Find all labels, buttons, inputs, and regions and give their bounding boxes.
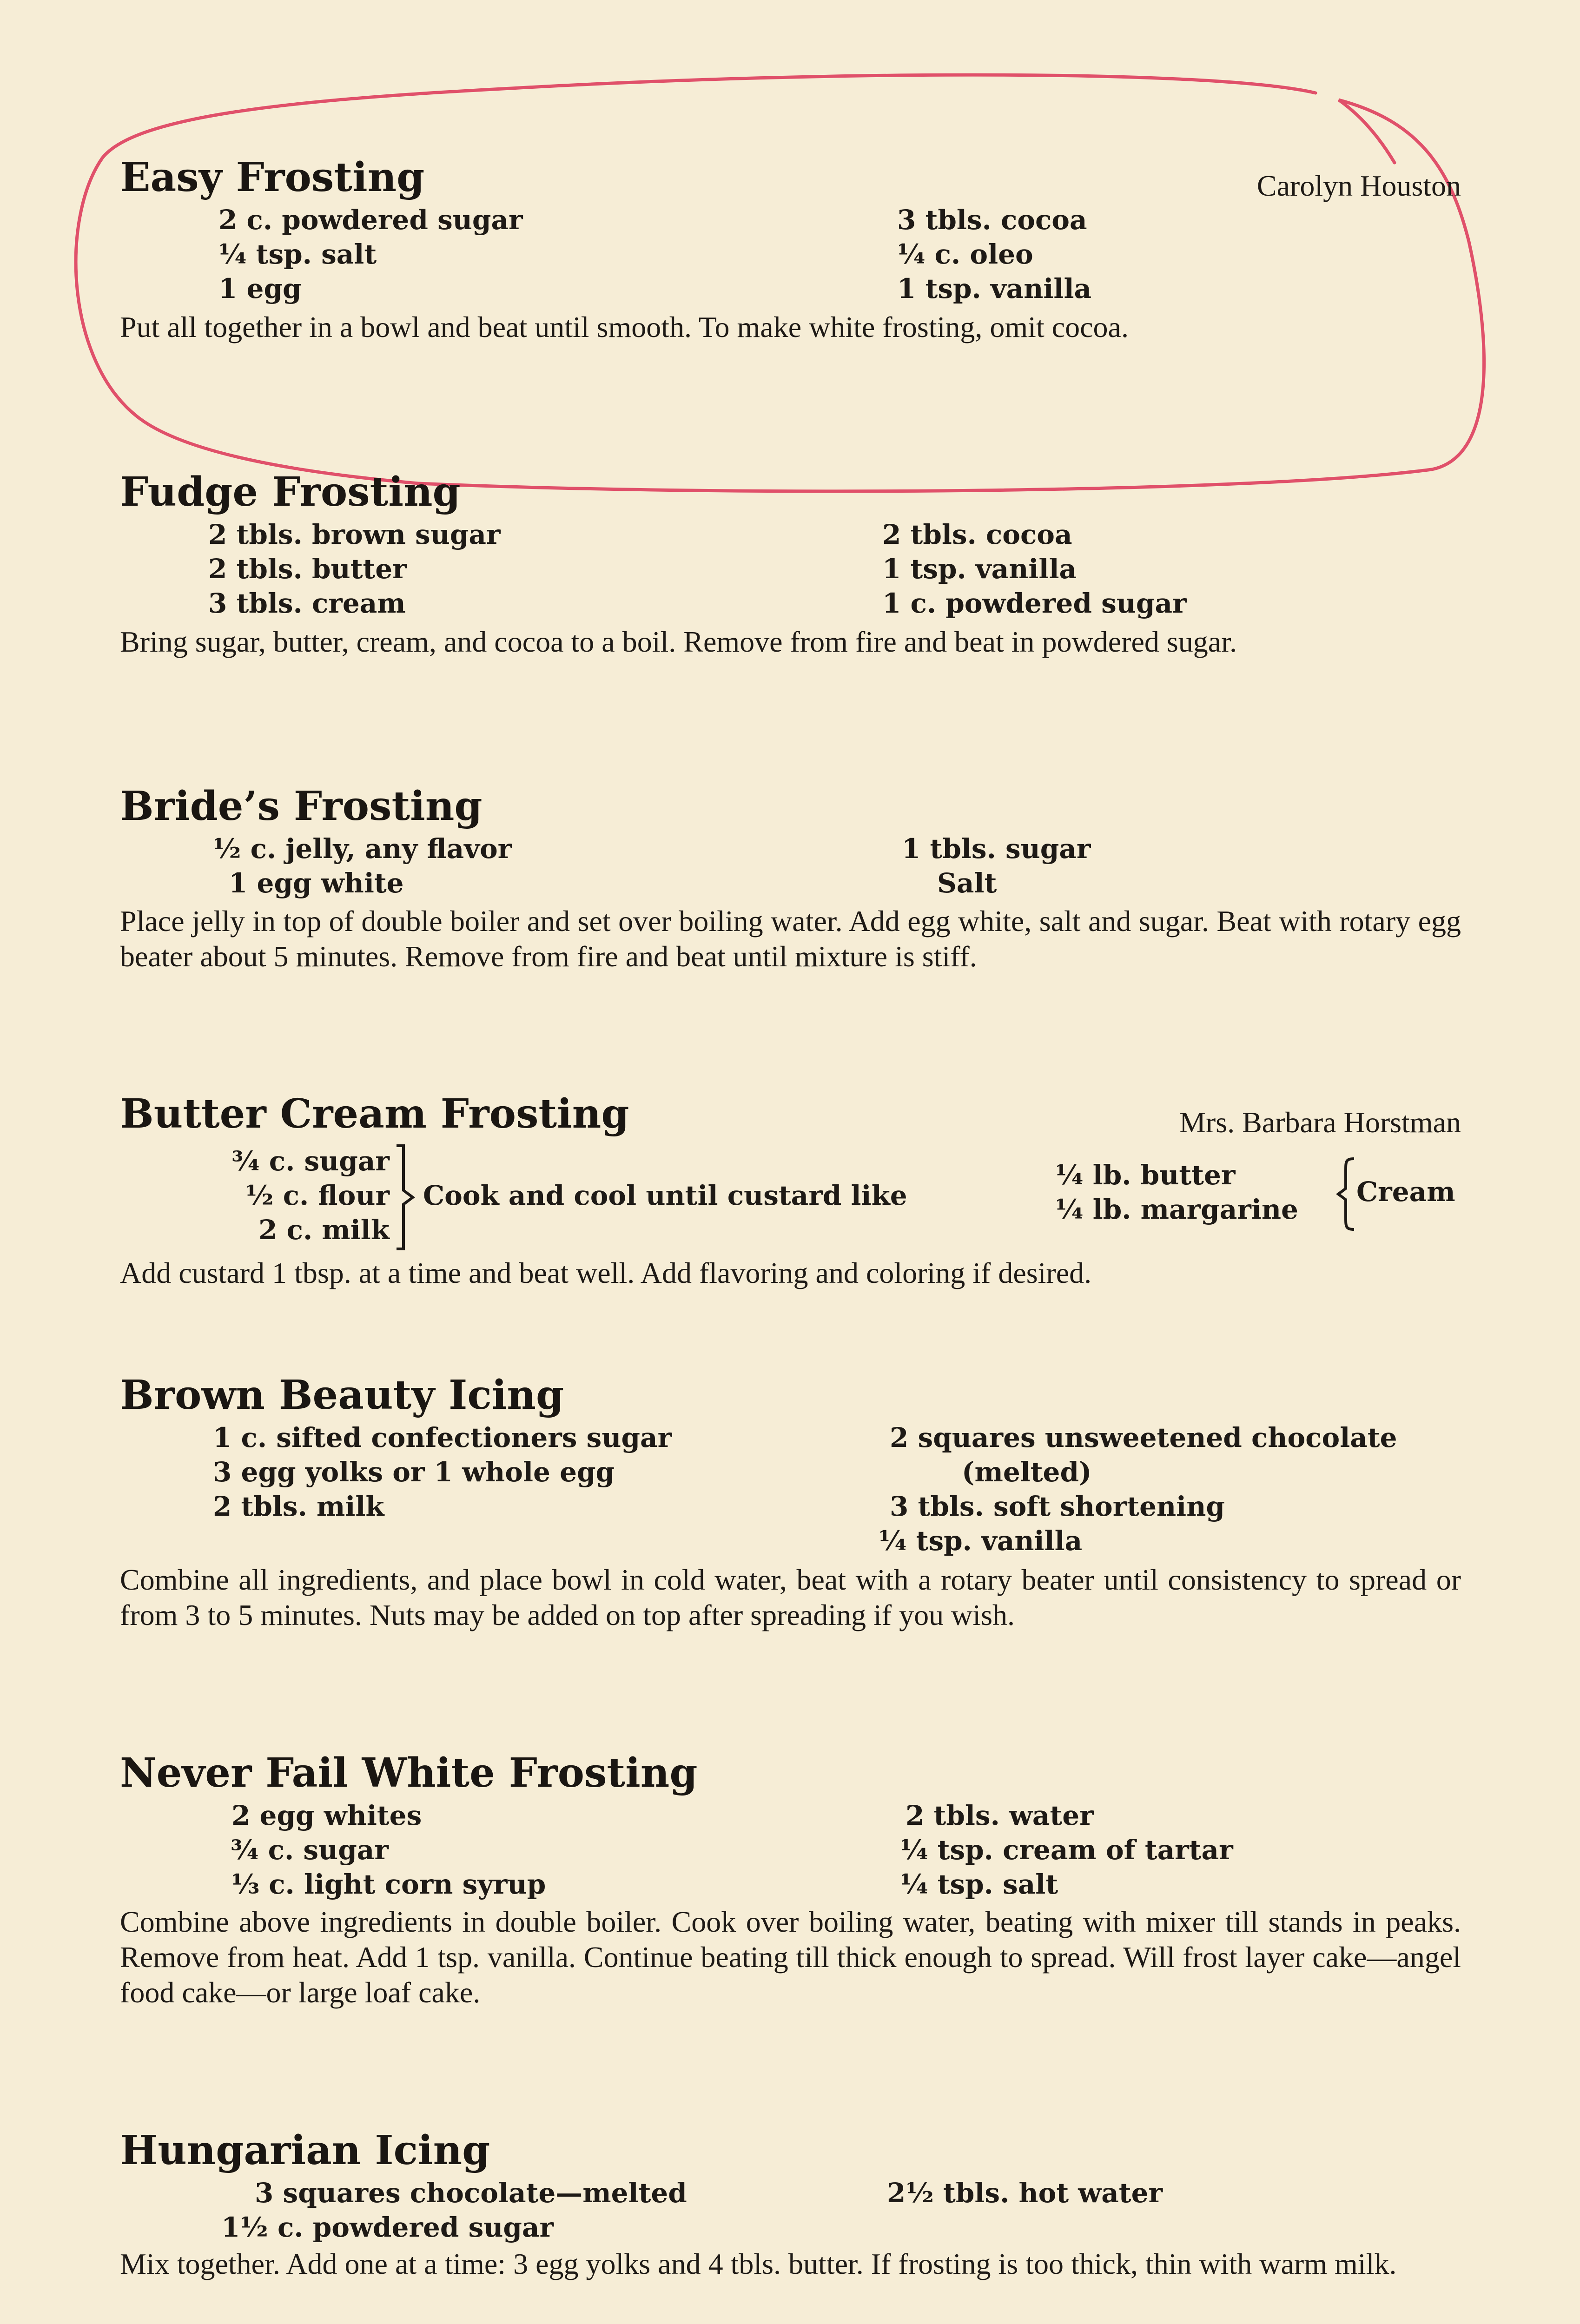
ingredients	[120, 2176, 1461, 2246]
ingredient: 1 egg white	[229, 867, 404, 899]
ingredient: ½ c. jelly, any flavor	[213, 832, 512, 865]
ingredients-left	[221, 2176, 687, 2245]
recipe-directions: Combine all ingredients, and place bowl in cold water, beat with a rotary beater until consistency to spread or from 3 to 5 minutes. Nuts may be added on top after spreading if you wish.	[120, 1563, 1461, 1631]
ingredient: ¼ tsp. salt	[900, 1868, 1058, 1900]
recipe-easy-frosting	[120, 156, 1461, 345]
ingredient: 1 tsp. vanilla	[897, 272, 1092, 304]
recipe-title: Hungarian Icing	[120, 2127, 490, 2174]
ingredient: 1 c. sifted confectioners sugar	[213, 1421, 672, 1453]
recipe-title: Easy Frosting	[120, 154, 425, 201]
ingredient: 1 tsp. vanilla	[882, 553, 1077, 585]
ingredients	[120, 832, 1461, 904]
recipe-title: Fudge Frosting	[120, 469, 461, 515]
ingredient: 3 egg yolks or 1 whole egg	[213, 1456, 615, 1488]
ingredient: ¼ tsp. vanilla	[879, 1525, 1083, 1557]
recipe-directions: Add custard 1 tbsp. at a time and beat well. Add flavoring and coloring if desired.	[120, 1256, 1092, 1289]
recipe-title: Butter Cream Frosting	[120, 1090, 629, 1137]
ingredient: 2 tbls. butter	[208, 553, 407, 585]
ingredient: ¼ c. oleo	[897, 238, 1033, 270]
ingredients	[120, 517, 1461, 624]
recipe-directions: Mix together. Add one at a time: 3 egg yolks and 4 tbls. butter. If frosting is too thick, thin with warm milk.	[120, 2247, 1397, 2280]
ingredient: 1½ c. powdered sugar	[221, 2211, 554, 2243]
ingredients-right	[887, 2176, 1163, 2210]
ingredient: 3 tbls. cocoa	[897, 204, 1087, 236]
ingredient: 2 squares unsweetened chocolate	[890, 1421, 1397, 1453]
ingredient: 3 squares chocolate—melted	[255, 2177, 687, 2209]
ingredients-left	[213, 1420, 672, 1524]
ingredient: 2½ tbls. hot water	[887, 2177, 1163, 2209]
ingredients-right	[900, 1798, 1233, 1901]
ingredients-right	[882, 517, 1187, 621]
ingredient: 1 egg	[218, 272, 302, 304]
recipe-never-fail-white-frosting	[120, 1751, 1461, 2010]
recipe-directions: Bring sugar, butter, cream, and cocoa to a boil. Remove from fire and beat in powdered sugar.	[120, 625, 1237, 658]
ingredient: ½ c. flour	[245, 1179, 390, 1211]
ingredient: ¼ tsp. cream of tartar	[900, 1834, 1233, 1866]
ingredient: 2 tbls. milk	[213, 1490, 384, 1522]
cook-note: Cook and cool until custard like	[423, 1179, 907, 1211]
ingredient: ⅓ c. light corn syrup	[231, 1868, 546, 1900]
ingredients-right	[879, 1420, 1397, 1558]
recipe-directions: Combine above ingredients in double boiler. Cook over boiling water, beating with mixer till stands in peaks. Remove from heat. Add 1 tsp. vanilla. Continue beating till thick enough to spread. Will frost layer cake—angel food cake—or large loaf cake.	[120, 1905, 1461, 2009]
ingredients-left	[213, 832, 512, 900]
ingredient: ¾ c. sugar	[231, 1834, 389, 1866]
ingredient: ¾ c. sugar	[231, 1145, 390, 1177]
ingredient: 1 c. powdered sugar	[882, 587, 1187, 619]
ingredients-right	[902, 832, 1091, 900]
ingredient: ¼ tsp. salt	[218, 238, 377, 270]
recipe-author: Carolyn Houston	[1256, 169, 1461, 202]
ingredients-right	[1055, 1158, 1298, 1227]
recipe-brown-beauty-icing	[120, 1373, 1461, 1633]
recipe-title: Brown Beauty Icing	[120, 1372, 564, 1419]
ingredient: ¼ lb. butter	[1055, 1159, 1236, 1191]
recipe-fudge-frosting	[120, 470, 1461, 660]
ingredients-right	[897, 203, 1091, 306]
ingredients-left	[218, 203, 523, 306]
ingredient: 2 tbls. brown sugar	[208, 518, 501, 550]
ingredient: 1 tbls. sugar	[902, 832, 1091, 865]
ingredient: 2 tbls. cocoa	[882, 518, 1072, 550]
recipe-brides-frosting	[120, 785, 1461, 974]
recipe-directions: Place jelly in top of double boiler and set over boiling water. Add egg white, salt and sugar. Beat with rotary egg beater about 5 minutes. Remove from fire and beat until mixture is stiff.	[120, 904, 1461, 973]
ingredients	[120, 1420, 1461, 1562]
ingredient: (melted)	[962, 1456, 1092, 1488]
recipe-hungarian-icing	[120, 2129, 1461, 2282]
recipe-butter-cream-frosting	[120, 1092, 1461, 1291]
cream-note: Cream	[1356, 1175, 1455, 1208]
recipe-title: Bride’s Frosting	[120, 783, 483, 830]
ingredient: 2 c. powdered sugar	[218, 204, 523, 236]
ingredients	[120, 203, 1461, 310]
ingredient: 3 tbls. cream	[208, 587, 406, 619]
ingredient: 2 egg whites	[231, 1799, 422, 1831]
ingredients	[120, 1798, 1461, 1904]
recipe-directions: Put all together in a bowl and beat until smooth. To make white frosting, omit cocoa.	[120, 310, 1129, 343]
ingredient: 2 c. milk	[258, 1214, 390, 1246]
ingredients-left	[208, 517, 501, 621]
ingredients	[120, 1144, 1461, 1255]
ingredient: 3 tbls. soft shortening	[890, 1490, 1225, 1522]
recipe-author: Mrs. Barbara Horstman	[1179, 1106, 1461, 1139]
brace-icon	[1335, 1157, 1359, 1231]
ingredients-left	[176, 1144, 390, 1247]
ingredient: 2 tbls. water	[906, 1799, 1094, 1831]
recipe-title: Never Fail White Frosting	[120, 1750, 698, 1796]
ingredient: Salt	[937, 867, 997, 899]
ingredients-left	[231, 1798, 546, 1901]
brace-icon	[394, 1144, 422, 1251]
ingredient: ¼ lb. margarine	[1055, 1193, 1298, 1225]
